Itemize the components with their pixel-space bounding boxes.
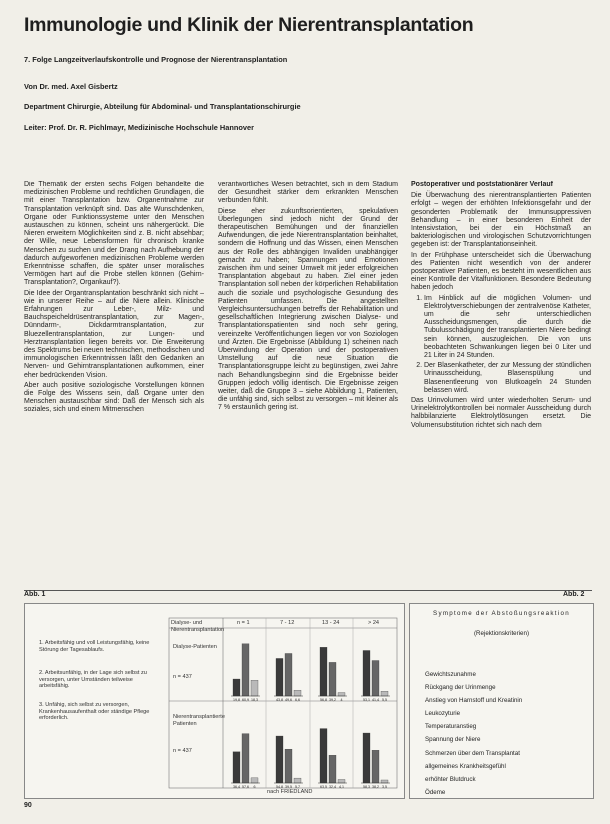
- list-item: Leukozyturie: [425, 710, 461, 718]
- bar-value-label: 6,6: [295, 698, 300, 702]
- table-header: Dialyse- und Nierentransplantation: [171, 620, 225, 633]
- bar: [276, 736, 283, 783]
- bar-value-label: 41,4: [372, 698, 379, 702]
- bar-value-label: 63,5: [320, 785, 327, 789]
- paragraph: verantwortliches Wesen betrachtet, sich in dem Stadium der Gesundheit stärker dem erkrankten Menschen verbunden fühlt.: [218, 181, 398, 205]
- bar-value-label: 56,8: [320, 698, 327, 702]
- bar-value-label: 43,8: [276, 698, 283, 702]
- paragraph: Das Urinvolumen wird unter wiederholten Serum- und Urinelektrolytkontrollen bei normaler Ausscheidung durch halbbilanzierte Elektrolytlösungen ersetzt. Die Volumensubstitution richtet sich nach dem: [411, 397, 591, 429]
- figure-2-subtitle: (Rejektionskriterien): [473, 630, 530, 637]
- bar-value-label: 39,5: [285, 785, 292, 789]
- bar: [372, 750, 379, 783]
- bar: [242, 644, 249, 696]
- legend-item-1: 1. Arbeitsfähig und voll Leistungsfähig, keine Störung der Tagesablaufs.: [39, 640, 150, 653]
- bar: [381, 691, 388, 696]
- bar-value-label: 6: [253, 785, 256, 789]
- bar: [285, 653, 292, 696]
- legend-item-3: 3. Unfähig, sich selbst zu versorgen, Krankenhausaufenthalt oder ständige Pflege erforderlich.: [39, 702, 150, 722]
- figure-1-caption: nach FRIEDLAND: [267, 789, 313, 795]
- bar-value-label: 32,4: [329, 785, 336, 789]
- paragraph: Die Thematik der ersten sechs Folgen behandelte die medizinischen Probleme und rechtlichen Grundlagen, die mit einer Transplantation bzw. Organentnahme zur Transplantation verknüpft sind. Das alte Wunschdenken, Organe oder Funktionssysteme unter den Menschen austauschen zu können, scheint uns nähergerückt. Die Nieren erweitern Möglichkeiten sind z. B. nicht absehbar; der Wille, neue Lebensformen für chronisch kranke Menschen zu suchen und der Drang nach Aufhebung der dadurch aufgeworfenen medizinischen Probleme werden Erkenntnisse schaffen, die später unser moralisches Vermögen hart auf die Probe stellen können (Gehirn-Transplantation?, Organkauf?).: [24, 181, 204, 287]
- bar-value-label: 5,5: [382, 698, 387, 702]
- bar-value-label: 54,8: [276, 785, 283, 789]
- page-title: Immunologie und Klinik der Nierentransplantation: [24, 14, 474, 36]
- row-n-transplant: n = 437: [173, 748, 192, 754]
- paragraph: Aber auch positive soziologische Vorstellungen können die Folge des Wissens sein, daß Organe unter den Menschen austauschbar sind: Daß der Mensch sich als soziales, sich und einem Mitmenschen: [24, 381, 204, 414]
- bar: [338, 779, 345, 783]
- bar-value-label: 60,9: [242, 698, 249, 702]
- bar: [251, 778, 258, 783]
- figure-divider: [24, 590, 592, 591]
- row-label-dialysis: Dialyse-Patienten: [173, 644, 217, 650]
- section-heading: Postoperativer und poststationärer Verlauf: [411, 181, 553, 188]
- bar-value-label: 4,1: [339, 785, 344, 789]
- department-line: Department Chirurgie, Abteilung für Abdominal- und Transplantationschirurgie: [24, 102, 301, 111]
- col-header: 7 - 12: [280, 620, 295, 626]
- bar-value-label: 36,4: [233, 785, 240, 789]
- row-n-dialysis: n = 437: [173, 674, 192, 680]
- text-column-2: [218, 181, 398, 586]
- bar-value-label: 19,8: [233, 698, 240, 702]
- list-item: Anstieg von Harnstoff und Kreatinin: [425, 697, 523, 705]
- bar: [329, 662, 336, 696]
- bar: [242, 734, 249, 783]
- list-item: Rückgang der Urinmenge: [425, 684, 496, 692]
- bar: [294, 778, 301, 783]
- numbered-list: [411, 295, 591, 395]
- col-header: > 24: [368, 620, 380, 626]
- bar: [372, 661, 379, 696]
- bar-value-label: 18,3: [251, 698, 258, 702]
- paragraph: In der Frühphase unterscheidet sich die Überwachung des Patienten nicht wesentlich von der anderer postoperativer Patienten, es besteht im wesentlichen aus einer Kontrolle der Vitalfunktionen. Besondere Bedeutung haben jedoch: [411, 251, 591, 292]
- page-number: 90: [24, 802, 32, 809]
- bar: [233, 679, 240, 696]
- bar-series: [231, 644, 390, 789]
- bar-value-label: 4: [340, 698, 343, 702]
- bar-value-label: 49,6: [285, 698, 292, 702]
- figure-2: [409, 603, 594, 799]
- bar: [285, 749, 292, 783]
- list-item: Spannung der Niere: [425, 736, 481, 744]
- head-line: Leiter: Prof. Dr. R. Pichlmayr, Medizinische Hochschule Hannover: [24, 123, 254, 132]
- figure-1-label: Abb. 1: [24, 591, 46, 598]
- bar: [381, 780, 388, 783]
- series-subtitle: 7. Folge Langzeitverlaufskontrolle und Prognose der Nierentransplantation: [24, 55, 288, 64]
- paragraph: Die Idee der Organtransplantation beschränkt sich nicht – wie in unserer Reihe – auf die Niere allein. Klinische Erfahrungen zur Leber-, Milz- und Bauchspeicheldrüsentransplantation, zur Magen-, Dünndarm-, Dickdarmtransplantation, zur Bluezellentransplantation, zur Lungen- und Herztransplantation liegen bereits vor. Die Erweiterung des Spektrums bei neuen technischen, methodischen und immunologischen Erkenntnissen läßt den Gedanken an Nerven- und Gehirntransplantationen aufkommen, einer eher bedrückenden Vision.: [24, 289, 204, 379]
- figure-1: [24, 603, 405, 799]
- bar: [233, 752, 240, 783]
- paragraph: Die Überwachung des nierentransplantierten Patienten erfolgt – wegen der erhöhten Infektionsgefahr und der gesonderten Problematik der Immunsuppressiven Behandlung – in einer besonderen Einheit der Intensivstation, bei der ein Höchstmaß an bakteriologischen und virologischen Schutzvorrichtungen gegeben ist: der Transplantationseinheit.: [411, 192, 591, 249]
- list-item: allgemeines Krankheitsgefühl: [425, 762, 506, 770]
- bar: [276, 658, 283, 696]
- bar-value-label: 58,3: [363, 785, 370, 789]
- paragraph: Diese eher zukunftsorientierten, spekulativen Überlegungen sind jedoch nicht der Grund der therapeutischen Bemühungen und der finanziellen Aufwendungen, die jede Nierentransplantation beinhaltet, sondern die Hoffnung und das Wissen, einen Menschen aus der Rolle des abhängigen Invaliden unabhängiger gemacht zu haben; Spannungen und Emotionen zwischen ihm und seiner Umwelt mit jeder erfolgreichen Transplantation abgebaut zu haben. Ziel einer jeden Transplantation soll neben der körperlichen Rehabilitation auch die soziale und psychologische Gesundung des Patienten umfassen. Die angestellten Vergleichsuntersuchungen betreffs der Rehabilitation und gesellschaftlichen Integrierung zwischen Dialyse- und Transplantationspatienten sind noch sehr gering, vereinzelte Veröffentlichungen liegen vor von Soziologen und Ärzten. Die Ergebnisse (Abbildung 1) scheinen nach Überwindung der Operation und der postoperativen Umstellung auf die neue Situation die Transplantationsgruppe leicht zu begünstigen, zwei Jahre nach Behandlungsbeginn sind die Ergebnisse beider Gruppen jedoch völlig identisch. Die Ergebnisse zeigen weiter, daß die Gruppe 3 – siehe Abbildung 1, Patienten, die unfähig sind, sich selbst zu versorgen – mit kleiner als 7 % erstaunlich gering ist.: [218, 207, 398, 412]
- bar-value-label: 5,7: [295, 785, 300, 789]
- list-item: Schmerzen über dem Transplantat: [425, 749, 520, 757]
- list-item: Gewichtszunahme: [425, 671, 476, 678]
- bar: [363, 650, 370, 696]
- symptom-list: [425, 668, 585, 799]
- list-item: 2. Der Blasenkatheter, der zur Messung der stündlichen Urinausscheidung, Blasenspülung und Blasenentleerung von Blutkoageln 24 Stunden belassen wird.: [424, 362, 591, 395]
- bar: [320, 729, 327, 783]
- col-header: 13 - 24: [322, 620, 340, 626]
- bar-value-label: 39,2: [329, 698, 336, 702]
- bar: [338, 693, 345, 696]
- bar-value-label: 53,1: [363, 698, 370, 702]
- legend-item-2: 2. Arbeitsunfähig, in der Lage sich selbst zu versorgen, unter Umständen teilweise arbeitsfähig.: [39, 670, 147, 690]
- author-line: Von Dr. med. Axel Gisbertz: [24, 82, 118, 91]
- bar: [251, 680, 258, 696]
- list-item: Ödeme: [425, 788, 446, 796]
- figure-2-label: Abb. 2: [563, 591, 585, 598]
- list-item: 1. Im Hinblick auf die möglichen Volumen- und Elektrolytverschiebungen der zentralvenöse Katheter, um die sehr unterschiedlichen Ausscheidungsmengen, die durch die Tubulusschädigung der transplantierten Niere bedingt sein können, auszugleichen. Die von uns beobachteten Schwankungen liegen bei 0 Liter und 21 Liter in 24 Stunden.: [424, 295, 591, 361]
- figure-2-title: Symptome der Abstoßungsreaktion: [433, 610, 570, 617]
- row-label-transplant: Nierentransplantierte Patienten: [173, 714, 225, 727]
- bar: [363, 733, 370, 783]
- list-item: erhöhter Blutdruck: [425, 775, 476, 783]
- list-item: Temperaturanstieg: [425, 723, 477, 731]
- col-header: n = 1: [237, 620, 250, 626]
- bar-value-label: 38,2: [372, 785, 379, 789]
- bar: [320, 647, 327, 696]
- text-column-3: [411, 181, 591, 586]
- bar: [329, 755, 336, 783]
- bar: [294, 690, 301, 696]
- text-column-1: [24, 181, 204, 586]
- bar-value-label: 3,5: [382, 785, 387, 789]
- bar-value-label: 57,6: [242, 785, 249, 789]
